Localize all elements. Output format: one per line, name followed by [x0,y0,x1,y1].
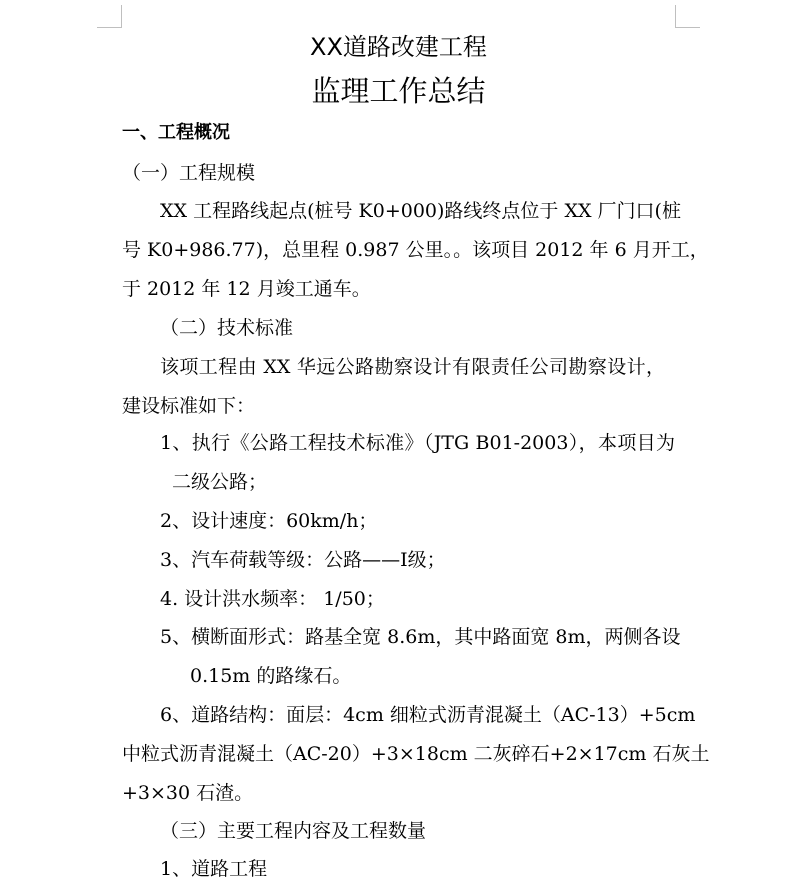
list-item-standard: 1、执行《公路工程技术标准》（JTG B01-2003），本项目为 [160,432,675,454]
list-item-continuation: 二级公路； [172,471,268,493]
crop-mark-top-left [97,5,122,28]
subsection-heading-scale: （一）工程规模 [122,162,256,184]
list-item-cross-section: 5、横断面形式：路基全宽 8.6m，其中路面宽 8m，两侧各设 [160,626,681,648]
paragraph-standards-line: 该项工程由 XX 华远公路勘察设计有限责任公司勘察设计， [160,356,665,378]
list-item-speed: 2、设计速度：60km/h； [160,510,378,532]
document-title-line1: XX道路改建工程 [310,33,487,61]
list-item-continuation: 0.15m 的路缘石。 [190,665,352,687]
subsection-heading-standards: （二）技术标准 [160,317,294,339]
section-heading-overview: 一、工程概况 [122,122,230,143]
paragraph-scale-line: XX 工程路线起点(桩号 K0+000)路线终点位于 XX 厂门口(桩 [160,200,681,222]
list-item-flood-frequency: 4. 设计洪水频率： 1/50； [160,588,385,610]
crop-mark-top-right [675,5,700,28]
subsection-heading-main-works: （三）主要工程内容及工程数量 [160,820,427,842]
document-title-line2: 监理工作总结 [311,74,486,108]
list-item-load-class: 3、汽车荷载等级：公路——Ⅰ级； [160,549,446,571]
paragraph-scale-line: 号 K0+986.77)，总里程 0.987 公里。。该项目 2012 年 6 月开工， [122,239,709,261]
list-item-road-works: 1、道路工程 [160,858,268,880]
list-item-continuation: 中粒式沥青混凝土（AC-20）+3×18cm 二灰碎石+2×17cm 石灰土 [122,743,710,765]
list-item-continuation: +3×30 石渣。 [122,782,254,804]
list-item-road-structure: 6、道路结构：面层：4cm 细粒式沥青混凝土（AC-13）+5cm [160,704,696,726]
paragraph-scale-line: 于 2012 年 12 月竣工通车。 [122,278,371,300]
paragraph-standards-line: 建设标准如下： [122,395,256,417]
